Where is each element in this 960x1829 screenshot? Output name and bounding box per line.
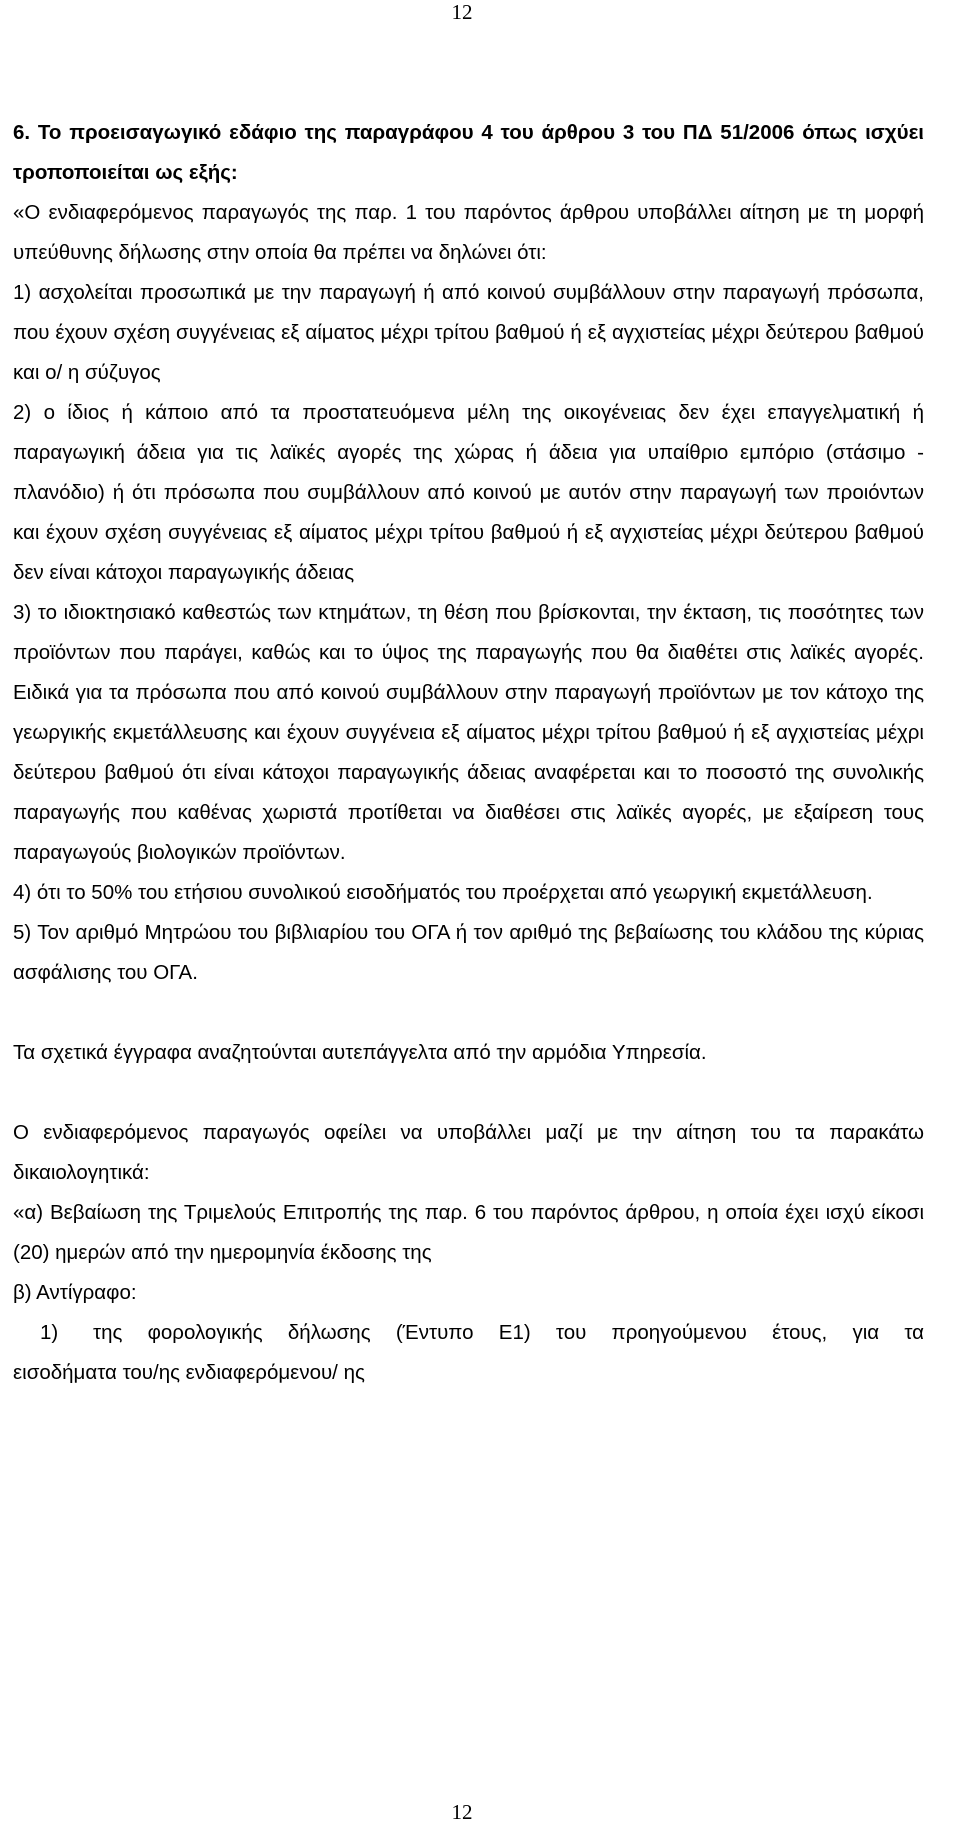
documents-note: Τα σχετικά έγγραφα αναζητούνται αυτεπάγγελτα από την αρμόδια Υπηρεσία. bbox=[13, 1041, 707, 1064]
sublist-continuation: εισοδήματα του/ης ενδιαφερόμενου/ ης bbox=[13, 1361, 365, 1384]
sublist-item-1 bbox=[13, 1313, 924, 1353]
section-heading: 6. Το προεισαγωγικό εδάφιο της παραγράφου 4 του άρθρου 3 του ΠΔ 51/2006 όπως ισχύει τροποποιείται ως εξής: bbox=[13, 121, 924, 184]
condition-item-4: 4) ότι το 50% του ετήσιου συνολικού εισοδήματός του προέρχεται από γεωργική εκμετάλλευση. bbox=[13, 881, 873, 904]
condition-item-2: 2) ο ίδιος ή κάποιο από τα προστατευόμενα μέλη της οικογένειας δεν έχει επαγγελματική ή παραγωγική άδεια για τις λαϊκές αγορές της χώρας ή άδεια για υπαίθριο εμπόριο (στάσιμο - πλανόδιο) ή ότι πρόσωπα που συμβάλλουν από κοινού με αυτόν στην παραγωγή των προιόντων και έχουν σχέση συγγένειας εξ αίματος μέχρι τρίτου βαθμού ή εξ αγχιστείας μέχρι δεύτερου βαθμού δεν είναι κάτοχοι παραγωγικής άδειας bbox=[13, 401, 924, 584]
condition-item-1: 1) ασχολείται προσωπικά με την παραγωγή ή από κοινού συμβάλλουν στην παραγωγή πρόσωπα, που έχουν σχέση συγγένειας εξ αίματος μέχρι τρίτου βαθμού ή εξ αγχιστείας μέχρι δεύτερου βαθμού και ο/ η σύζυγος bbox=[13, 281, 924, 384]
supporting-doc-item-b: β) Αντίγραφο: bbox=[13, 1281, 137, 1304]
intro-paragraph: «Ο ενδιαφερόμενος παραγωγός της παρ. 1 του παρόντος άρθρου υποβάλλει αίτηση με τη μορφή υπεύθυνης δήλωσης στην οποία θα πρέπει να δηλώνει ότι: bbox=[13, 201, 924, 264]
sublist-first-line: της φορολογικής δήλωσης (Έντυπο Ε1) του προηγούμενου έτους, για τα bbox=[93, 1321, 924, 1344]
obligation-paragraph: Ο ενδιαφερόμενος παραγωγός οφείλει να υποβάλλει μαζί με την αίτηση του τα παρακάτω δικαιολογητικά: bbox=[13, 1121, 924, 1184]
page-number-bottom: 12 bbox=[451, 1800, 473, 1824]
condition-item-3: 3) το ιδιοκτησιακό καθεστώς των κτημάτων, τη θέση που βρίσκονται, την έκταση, τις ποσότητες των προϊόντων που παράγει, καθώς και το ύψος της παραγωγής που θα διαθέτει στις λαϊκές αγορές. Ειδικά για τα πρόσωπα που από κοινού συμβάλλουν στην παραγωγή προϊόντων με τον κάτοχο της γεωργικής εκμετάλλευσης και έχουν συγγένεια εξ αίματος μέχρι τρίτου βαθμού ή εξ αγχιστείας μέχρι δεύτερου βαθμού ότι είναι κάτοχοι παραγωγικής άδειας αναφέρεται και το ποσοστό της συνολικής παραγωγής που καθένας χωριστά προτίθεται να διαθέσει στις λαϊκές αγορές, με εξαίρεση τους παραγωγούς βιολογικών προϊόντων. bbox=[13, 601, 924, 864]
document-body bbox=[13, 113, 924, 1393]
page-number-top: 12 bbox=[451, 0, 473, 24]
condition-item-5: 5) Τον αριθμό Μητρώου του βιβλιαρίου του ΟΓΑ ή τον αριθμό της βεβαίωσης του κλάδου της κύριας ασφάλισης του ΟΓΑ. bbox=[13, 921, 924, 984]
paragraph-spacer bbox=[13, 993, 924, 1033]
sublist-number: 1) bbox=[40, 1321, 59, 1344]
paragraph-spacer bbox=[13, 1073, 924, 1113]
supporting-doc-item-a: «α) Βεβαίωση της Τριμελούς Επιτροπής της παρ. 6 του παρόντος άρθρου, η οποία έχει ισχύ είκοσι (20) ημερών από την ημερομηνία έκδοσης της bbox=[13, 1201, 924, 1264]
